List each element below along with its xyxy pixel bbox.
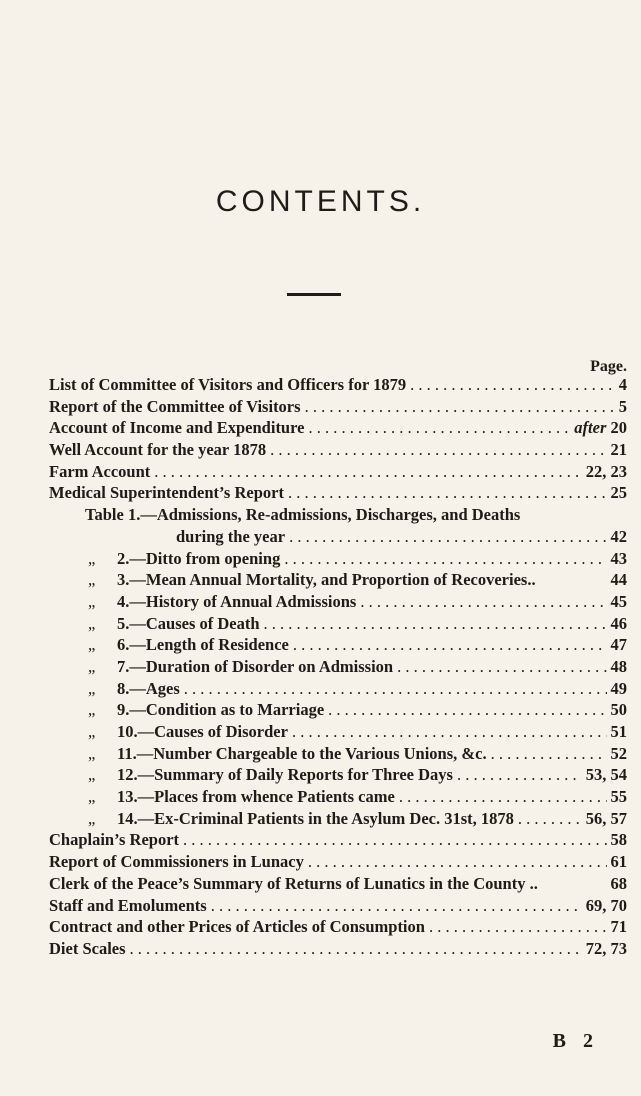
entry-page: 56, 57 — [585, 808, 627, 828]
entry-title: List of Committee of Visitors and Officers for 1879 — [49, 375, 407, 394]
toc-entry — [0, 829, 641, 851]
toc-entry — [0, 504, 641, 526]
toc-entry — [0, 417, 641, 439]
entry-page-number: 20 — [610, 418, 627, 438]
entry-title: during the year — [176, 526, 286, 546]
entry-title: 8.—Ages — [117, 678, 180, 698]
entry-page: 21 — [610, 440, 627, 460]
page-title: CONTENTS. — [215, 185, 426, 218]
ditto-mark: „ — [88, 613, 96, 633]
entry-page: 48 — [610, 656, 627, 676]
ditto-mark: „ — [88, 743, 96, 763]
entry-title: 12.—Summary of Daily Reports for Three Days — [117, 765, 453, 785]
toc-entry — [0, 895, 641, 917]
entry-page: 52 — [610, 743, 627, 763]
entry-page: 4 — [618, 375, 627, 394]
entry-page: 58 — [610, 830, 627, 850]
entry-title: 13.—Places from whence Patients came — [117, 787, 395, 807]
entry-page: 71 — [610, 917, 627, 937]
entry-title: 4.—History of Annual Admissions — [117, 591, 357, 611]
entry-title: 10.—Causes of Disorder — [117, 722, 288, 741]
ditto-mark: „ — [88, 765, 96, 785]
ditto-mark: „ — [88, 808, 96, 828]
entry-title: Farm Account — [49, 461, 151, 481]
entry-title: Table 1.—Admissions, Re-admissions, Discharges, and Deaths — [85, 505, 521, 525]
signature-mark: B 2 — [552, 1030, 599, 1052]
toc-entry — [0, 786, 641, 808]
toc-entry — [0, 873, 641, 895]
entry-page — [623, 504, 627, 526]
toc-entry — [0, 461, 641, 483]
ditto-mark: „ — [88, 591, 96, 611]
ditto-mark: „ — [88, 678, 96, 698]
entry-page: 49 — [610, 678, 627, 698]
entry-title: 6.—Length of Residence — [117, 635, 289, 655]
toc-entry — [0, 613, 641, 635]
title-rule — [287, 293, 341, 296]
toc-entry — [0, 439, 641, 461]
toc-entry — [0, 764, 641, 786]
ditto-mark: „ — [88, 787, 96, 807]
entry-page: 55 — [610, 787, 627, 807]
toc-entry — [0, 656, 641, 678]
entry-title: 3.—Mean Annual Mortality, and Proportion of Recoveries.. — [117, 570, 536, 590]
ditto-mark: „ — [88, 722, 96, 741]
entry-page: 43 — [610, 548, 627, 568]
toc-entry — [0, 678, 641, 700]
entry-title: 11.—Number Chargeable to the Various Unions, &c. — [117, 743, 487, 763]
entry-title: Staff and Emoluments — [49, 895, 207, 915]
ditto-mark: „ — [88, 635, 96, 655]
toc-entry — [0, 916, 641, 938]
entry-page: 44 — [610, 570, 627, 590]
entry-page: 46 — [610, 613, 627, 633]
entry-page: 5 — [618, 396, 627, 416]
entry-page — [570, 417, 627, 439]
entry-title: 14.—Ex-Criminal Patients in the Asylum Dec. 31st, 1878 — [117, 808, 514, 828]
entry-page: 25 — [610, 483, 627, 503]
toc-entry — [0, 699, 641, 721]
entry-page: 22, 23 — [585, 461, 627, 481]
toc-entry — [0, 591, 641, 613]
entry-title: Well Account for the year 1878 — [49, 440, 267, 460]
toc-entry — [0, 851, 641, 873]
entry-page: 69, 70 — [585, 895, 627, 915]
ditto-mark: „ — [88, 548, 96, 568]
entry-title: Medical Superintendent’s Report — [49, 483, 284, 503]
entry-page: 61 — [610, 852, 627, 872]
toc-entry — [0, 743, 641, 765]
entry-title: Contract and other Prices of Articles of Consumption — [49, 917, 425, 937]
entry-page: 42 — [610, 526, 627, 546]
entry-page: 51 — [610, 722, 627, 741]
entry-title: Clerk of the Peace’s Summary of Returns of Lunatics in the County .. — [49, 873, 538, 893]
toc-entry — [0, 482, 641, 504]
toc-entry — [0, 374, 641, 396]
entry-title: Diet Scales — [49, 938, 126, 958]
toc-entry — [0, 526, 641, 548]
entry-title: 2.—Ditto from opening — [117, 548, 281, 568]
entry-page: 53, 54 — [585, 765, 627, 785]
toc-entry — [0, 634, 641, 656]
ditto-mark: „ — [88, 656, 96, 676]
toc-entry — [0, 548, 641, 570]
entry-page: 47 — [610, 635, 627, 655]
toc-entry — [0, 721, 641, 743]
page-column-heading: Page. — [590, 358, 627, 375]
entry-title: Report of Commissioners in Lunacy — [49, 852, 304, 872]
entry-title: 7.—Duration of Disorder on Admission — [117, 656, 394, 676]
entry-page: 72, 73 — [585, 938, 627, 958]
toc-entry — [0, 808, 641, 830]
toc-entry — [0, 938, 641, 960]
entry-page: 68 — [610, 873, 627, 893]
entry-page-prefix: after — [574, 418, 607, 438]
ditto-mark: „ — [88, 700, 96, 720]
entry-title: Account of Income and Expenditure — [49, 418, 305, 438]
toc-entry — [0, 569, 641, 591]
entry-page: 50 — [610, 700, 627, 720]
entry-title: Chaplain’s Report — [49, 830, 180, 850]
entry-title: 9.—Condition as to Marriage — [117, 700, 325, 720]
ditto-mark: „ — [88, 570, 96, 590]
entry-page: 45 — [610, 591, 627, 611]
contents-list — [0, 374, 641, 960]
entry-title: 5.—Causes of Death — [117, 613, 260, 633]
entry-title: Report of the Committee of Visitors — [49, 396, 301, 416]
toc-entry — [0, 396, 641, 418]
